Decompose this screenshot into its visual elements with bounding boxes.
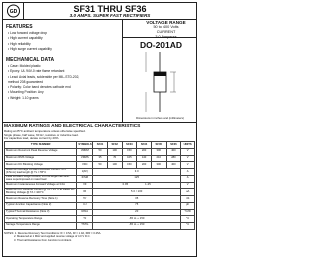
table-header-cell: SF35 xyxy=(151,142,166,149)
row-description: Operating Temperature Range xyxy=(5,216,77,223)
mechanical-list xyxy=(8,64,120,101)
features-heading: FEATURES xyxy=(6,24,33,30)
column-divider xyxy=(122,19,123,122)
company-logo xyxy=(4,4,23,18)
row-value: 150 xyxy=(122,149,137,156)
feature-item: • High current capability xyxy=(8,36,43,41)
table-header-cell: SYMBOLS xyxy=(77,142,93,149)
table-row xyxy=(5,222,195,229)
row-symbol: VF xyxy=(77,182,93,189)
row-description: Maximum Instantaneous Forward Voltage at 3.0A xyxy=(5,182,77,189)
note-line: 2. Measured at 1 MHz and applied reverse voltage of 4.0 V D.C. xyxy=(14,235,91,239)
ratings-note-line: Single phase, half wave, 60 Hz, resistive or inductive load. xyxy=(4,132,79,137)
row-unit: A xyxy=(181,175,195,182)
row-unit: V xyxy=(181,182,195,189)
feature-item: • High reliability xyxy=(8,41,31,46)
row-symbol: RθJA xyxy=(77,209,93,216)
row-unit: V xyxy=(181,149,195,156)
mechanical-item: • Epoxy: UL 94V-0 rate flame retardant xyxy=(8,69,65,74)
row-value: 200 xyxy=(137,149,152,156)
row-symbol: VRMS xyxy=(77,155,93,162)
dimension-note: Dimensions in inches and (millimeters) xyxy=(136,116,184,120)
row-merged-value: 0.95 1.25 xyxy=(93,182,181,189)
note-line: NOTES: 1. Reverse Recovery Test Conditions: IF = 0.5A, IR = 1.0A, IRR = 0.25A. xyxy=(4,232,102,235)
ratings-note xyxy=(4,130,194,141)
row-symbol: CJ xyxy=(77,202,93,209)
row-merged-value: -65 to + 150 xyxy=(93,216,181,223)
notes-section xyxy=(4,232,195,242)
row-merged-value: -65 to + 150 xyxy=(93,222,181,229)
voltage-range-heading: VOLTAGE RANGE xyxy=(146,20,186,25)
mechanical-item: • Case: Molded plastic xyxy=(8,64,41,68)
mechanical-heading: MECHANICAL DATA xyxy=(6,57,55,63)
row-unit: pF xyxy=(181,202,195,209)
table-row xyxy=(5,155,195,162)
table-row xyxy=(5,189,195,196)
table-row xyxy=(5,175,195,182)
ratings-note-line: Rating at 25°C ambient temperature unless otherwise specified. xyxy=(4,129,86,133)
table-header-cell: UNITS xyxy=(181,142,195,149)
row-merged-value: 75 xyxy=(93,202,181,209)
row-unit: A xyxy=(181,169,195,176)
row-symbol: TSTG xyxy=(77,222,93,229)
row-description: Peak Forward Surge Current, 8.3 ms single half sine-wave superimposed on rated load xyxy=(5,175,77,182)
voltage-range-box xyxy=(136,20,196,40)
row-unit: °C xyxy=(181,216,195,223)
row-description: Maximum Average Forward Rectified Current .375" (9.5mm) lead length @ TL = 55°C xyxy=(5,169,77,176)
row-value: 400 xyxy=(166,162,181,169)
row-description: Typical Thermal Resistance (Note 3) xyxy=(5,209,77,216)
table-row xyxy=(5,169,195,176)
table-row xyxy=(5,182,195,189)
mechanical-item: • Mounting Position: Any xyxy=(8,90,44,95)
feature-item: • High surge current capability xyxy=(8,46,52,51)
row-value: 140 xyxy=(137,155,152,162)
package-outline-drawing xyxy=(124,50,196,114)
row-symbol: TJ xyxy=(77,216,93,223)
row-unit: °C xyxy=(181,222,195,229)
row-value: 300 xyxy=(151,162,166,169)
current-value: 3.0 Amperes xyxy=(155,35,177,39)
row-unit: nS xyxy=(181,196,195,203)
table-header-cell: SF34 xyxy=(137,142,152,149)
row-symbol: I(AV) xyxy=(77,169,93,176)
row-unit: uA xyxy=(181,189,195,196)
table-header-cell: SF33 xyxy=(122,142,137,149)
table-header-row xyxy=(5,142,195,149)
row-merged-value: 20 xyxy=(93,209,181,216)
feature-item: • Low forward voltage drop xyxy=(8,31,48,35)
row-value: 105 xyxy=(122,155,137,162)
row-symbol: VDC xyxy=(77,162,93,169)
row-description: Maximum DC Reverse Current @ TA = 25°C at Rated DC Blocking Voltage @ TA = 100°C xyxy=(5,189,77,196)
page-title: SF31 THRU SF36 xyxy=(73,4,147,14)
mechanical-item: • Polarity: Color band denotes cathode end xyxy=(8,85,71,90)
page-subtitle: 3.0 AMPS. SUPER FAST RECTIFIERS xyxy=(69,13,151,18)
ratings-note-line: For capacitive load, derate current by 20%. xyxy=(4,136,60,141)
section-divider xyxy=(2,122,197,123)
row-description: Storage Temperature Range xyxy=(5,222,77,229)
row-value: 210 xyxy=(151,155,166,162)
row-merged-value: 5.0 / 100 xyxy=(93,189,181,196)
table-row xyxy=(5,149,195,156)
cathode-band xyxy=(154,72,166,76)
row-merged-value: 125 xyxy=(93,175,181,182)
row-value: 50 xyxy=(93,162,108,169)
row-value: 100 xyxy=(107,162,122,169)
table-header-cell: TYPE NUMBER xyxy=(5,142,77,149)
table-row xyxy=(5,216,195,223)
current-label: CURRENT xyxy=(156,30,176,34)
features-list xyxy=(8,31,120,52)
table-header-cell: SF31 xyxy=(93,142,108,149)
row-value: 35 xyxy=(93,155,108,162)
mechanical-item: method 208 guaranteed xyxy=(8,79,44,84)
row-description: Maximum Reverse Recovery Time (Note 1) xyxy=(5,196,77,203)
mechanical-item: • Lead: Axial leads, solderable per MIL-STD-202, xyxy=(8,74,80,79)
row-value: 200 xyxy=(137,162,152,169)
row-value: 100 xyxy=(107,149,122,156)
voltage-range-value: 50 to 400 Volts xyxy=(153,25,179,29)
ratings-heading: MAXIMUM RATINGS AND ELECTRICAL CHARACTERISTICS xyxy=(4,124,141,129)
logo-text: GD xyxy=(9,9,18,15)
row-symbol: Trr xyxy=(77,196,93,203)
row-merged-value: 3.0 xyxy=(93,169,181,176)
row-description: Maximum DC Blocking Voltage xyxy=(5,162,77,169)
mechanical-item: • Weight: 1.10 grams xyxy=(8,95,39,100)
table-header-cell: SF36 xyxy=(166,142,181,149)
row-value: 70 xyxy=(107,155,122,162)
row-value: 280 xyxy=(166,155,181,162)
row-merged-value: 35 xyxy=(93,196,181,203)
table-row xyxy=(5,209,195,216)
ratings-table xyxy=(4,141,195,230)
row-unit: °C/W xyxy=(181,209,195,216)
package-label: DO-201AD xyxy=(140,40,183,50)
row-description: Maximum RMS Voltage xyxy=(5,155,77,162)
row-value: 300 xyxy=(151,149,166,156)
row-value: 50 xyxy=(93,149,108,156)
note-line: 3. Thermal Resistance from Junction to Ambient. xyxy=(14,238,72,242)
row-symbol: IR xyxy=(77,189,93,196)
row-value: 150 xyxy=(122,162,137,169)
table-row xyxy=(5,202,195,209)
row-unit: V xyxy=(181,162,195,169)
table-header-cell: SF32 xyxy=(107,142,122,149)
row-symbol: IFSM xyxy=(77,175,93,182)
row-symbol: VRRM xyxy=(77,149,93,156)
row-description: Maximum Recurrent Peak Reverse Voltage xyxy=(5,149,77,156)
table-row xyxy=(5,162,195,169)
row-value: 400 xyxy=(166,149,181,156)
row-unit: V xyxy=(181,155,195,162)
table-row xyxy=(5,196,195,203)
row-description: Typical Junction Capacitance (Note 2) xyxy=(5,202,77,209)
